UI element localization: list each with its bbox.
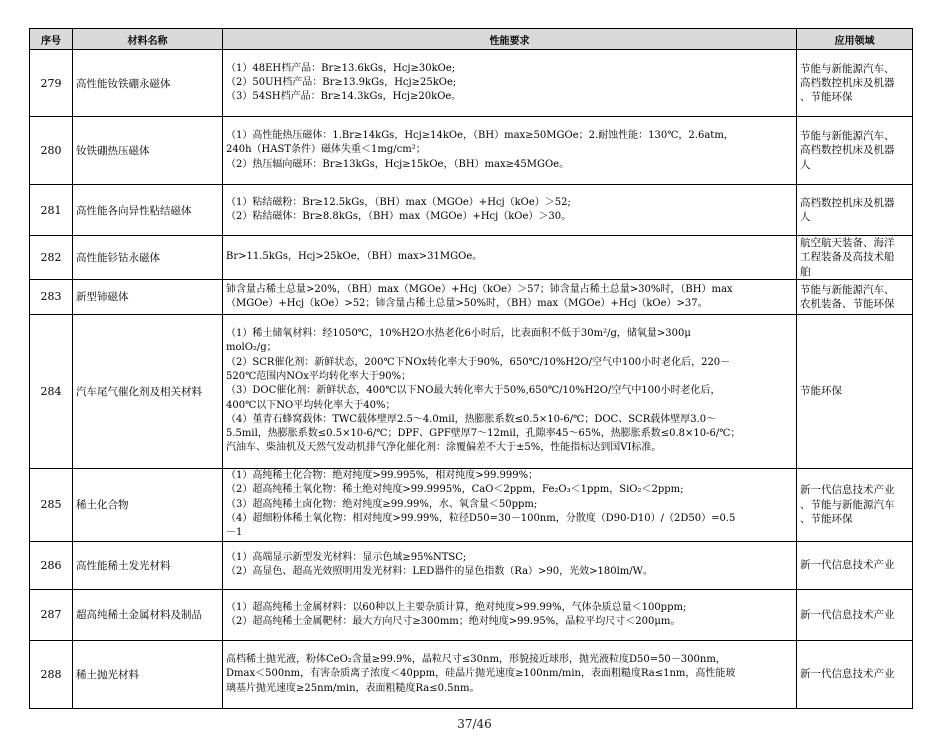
application-field [797,236,913,280]
field-line: 高档数控机床及机器 [800,144,895,157]
requirement-line: 铈含量占稀土总量>20%，（BH）max（MGOe）+Hcj（kOe）＞57；铈含量占稀土总量>30%时，（BH）max [226,283,733,295]
material-name: 稀土化合物 [73,468,223,541]
material-name: 高性能钕铁硼永磁体 [73,50,223,117]
requirement-line: 璃基片抛光速度≥25nm/min，表面粗糙度Ra≤0.5nm。 [226,682,480,694]
application-field [797,468,913,541]
requirement-line: （2）SCR催化剂：新鲜状态，200℃下NOx转化率大于90%，650℃/10%H2O/空气中100小时老化后，220－ [226,356,731,368]
row-number: 281 [30,185,73,236]
requirement-line: 520℃范围内NOx平均转化率大于90%； [226,370,412,382]
requirement-line: （2）粘结磁体：Br≥8.8kGs，（BH）max（MGOe）+Hcj（kOe）＞30。 [226,211,572,222]
requirement-line: （1）稀土储氧材料：经1050℃，10%H2O水热老化6小时后，比表面积不低于30m²/g，储氧量>300μ [226,328,691,340]
requirement-line: molO₂/g； [226,342,277,354]
page-number: 37/46 [457,717,492,731]
field-line: 节能与新能源汽车、 [800,283,895,296]
requirement-line: （4）堇青石蜂窝载体：TWC载体壁厚2.5～4.0mil，热膨胀系数≤0.5×10-6/℃；DOC、SCR载体壁厚3.0～ [226,413,717,425]
materials-spec-table [29,28,913,709]
requirement-line: （3）DOC催化剂：新鲜状态，400℃以下NO最大转化率大于50%,650℃/10%H2O/空气中100小时老化后， [226,385,721,397]
requirement-line: （2）热压辐向磁环：Br≥13kGs，Hcj≥15kOe，（BH）max≥45MGOe。 [226,158,570,170]
material-name: 高性能稀土发光材料 [73,541,223,589]
row-number: 280 [30,117,73,185]
performance-requirements [223,314,797,468]
field-line: 节能与新能源汽车、 [800,130,895,143]
requirement-line: （2）超高纯稀土金属靶材：最大方向尺寸≥300mm；绝对纯度>99.95%，晶粒平均尺寸＜200μm。 [226,615,681,627]
table-row [30,468,913,541]
performance-requirements [223,640,797,708]
field-line: 节能环保 [800,385,842,398]
table-row [30,279,913,314]
requirement-line: （1）超高纯稀土金属材料：以60种以上主要杂质计算，绝对纯度>99.99%，气体杂质总量＜100ppm; [226,601,687,613]
performance-requirements [223,541,797,589]
requirement-line: （1）高端显示新型发光材料：显示色域≥95%NTSC; [226,552,467,564]
table-row [30,541,913,589]
requirement-line: 高档稀土抛光液，粉体CeO₂含量≥99.9%，晶粒尺寸≤30nm，形貌接近球形，抛光液粒度D50=50－300nm， [226,653,726,665]
material-name: 汽车尾气催化剂及相关材料 [73,314,223,468]
material-name: 高性能各向异性粘结磁体 [73,185,223,236]
requirement-line: 240h（HAST条件）磁体失重＜1mg/cm²； [226,144,426,156]
row-number: 283 [30,279,73,314]
requirement-line: （MGOe）+Hcj（kOe）>52；铈含量占稀土总量>50%时，（BH）max（MGOe）+Hcj（kOe）>37。 [226,297,708,309]
field-line: 新一代信息技术产业 [800,668,895,681]
performance-requirements [223,279,797,314]
field-line: 、节能与新能源汽车 [800,498,895,511]
application-field [797,640,913,708]
row-number: 288 [30,640,73,708]
performance-requirements [223,117,797,185]
application-field [797,589,913,640]
row-number: 284 [30,314,73,468]
application-field [797,185,913,236]
table-row [30,50,913,117]
requirement-line: （4）超细粉体稀土氧化物：相对纯度>99.99%，粒径D50=30－100nm，分散度（D90-D10）/（2D50）=0.5 [226,513,736,525]
requirement-line: （1）高性能热压磁体：1.Br≥14kGs，Hcj≥14kOe，（BH）max≥50MGOe；2.耐蚀性能：130℃，2.6atm， [226,130,734,142]
performance-requirements [223,185,797,236]
performance-requirements [223,236,797,280]
field-line: 人 [800,158,811,171]
performance-requirements [223,468,797,541]
requirement-line: （1）高纯稀土化合物：绝对纯度>99.995%，相对纯度>99.999%； [226,470,539,482]
row-number: 279 [30,50,73,117]
table-row [30,589,913,640]
material-name: 新型铈磁体 [73,279,223,314]
field-line: 节能与新能源汽车、 [800,62,895,75]
table-row [30,117,913,185]
field-line: 舶 [800,265,811,278]
row-number: 287 [30,589,73,640]
field-line: 人 [800,211,811,223]
material-name: 超高纯稀土金属材料及制品 [73,589,223,640]
material-name: 钕铁硼热压磁体 [73,117,223,185]
table-row [30,236,913,280]
requirement-line: （1）48EH档产品：Br≥13.6kGs，Hcj≥30kOe; [226,62,456,74]
field-line: 新一代信息技术产业 [800,484,895,497]
field-line: 航空航天装备、海洋 [800,237,895,249]
application-field [797,314,913,468]
material-name: 高性能钐钴永磁体 [73,236,223,280]
application-field [797,50,913,117]
header-num: 序号 [30,29,73,50]
requirement-line: －1 [226,527,243,539]
requirement-line: Dmax＜500nm，有害杂质离子浓度＜40ppm，硅晶片抛光速度≥100nm/min，表面粗糙度Ra≤1nm，高性能玻 [226,668,736,680]
requirement-line: Br>11.5kGs，Hcj>25kOe，（BH）max>31MGOe。 [226,251,483,263]
field-line: 高档数控机床及机器 [800,196,895,209]
performance-requirements [223,589,797,640]
header-name: 材料名称 [73,29,223,50]
requirement-line: （2）高显色、超高光效照明用发光材料：LED器件的显色指数（Ra）>90，光效>180lm/W。 [226,566,653,578]
performance-requirements [223,50,797,117]
requirement-line: （3）超高纯稀土卤化物：绝对纯度≥99.99%，水、氧含量＜50ppm; [226,498,538,510]
field-line: 新一代信息技术产业 [800,559,895,572]
material-name: 稀土抛光材料 [73,640,223,708]
field-line: 高档数控机床及机器 [800,76,895,89]
table-row [30,185,913,236]
requirement-line: （1）粘结磁粉：Br≥12.5kGs，（BH）max（MGOe）+Hcj（kOe）＞52; [226,196,571,208]
requirement-line: 400℃以下NO平均转化率大于40%； [226,399,396,411]
field-line: 工程装备及高技术船 [800,251,895,264]
field-line: 、节能环保 [800,91,853,104]
table-row [30,640,913,708]
requirement-line: （2）超高纯稀土氧化物：稀土绝对纯度>99.9995%，CaO＜2ppm，Fe₂O₃＜1ppm，SiO₂＜2ppm; [226,484,684,496]
field-line: 、节能环保 [800,513,853,526]
field-line: 农机装备、节能环保 [800,297,895,310]
row-number: 282 [30,236,73,280]
application-field [797,541,913,589]
requirement-line: 5.5mil，热膨胀系数≤0.5×10-6/℃；DPF、GPF壁厚7～12mil，孔隙率45～65%，热膨胀系数≤0.8×10-6/℃； [226,428,741,440]
row-number: 286 [30,541,73,589]
application-field [797,279,913,314]
requirement-line: （2）50UH档产品：Br≥13.9kGs，Hcj≥25kOe; [226,76,457,88]
header-field: 应用领域 [797,29,913,50]
application-field [797,117,913,185]
requirement-line: （3）54SH档产品：Br≥14.3kGs，Hcj≥20kOe。 [226,91,462,103]
header-perf: 性能要求 [223,29,797,50]
table-header-row [30,29,913,50]
field-line: 新一代信息技术产业 [800,608,895,621]
row-number: 285 [30,468,73,541]
table-row [30,314,913,468]
requirement-line: 汽油车、柴油机及天然气发动机排气净化催化剂：涂覆偏差不大于±5%，性能指标达到国VI标准。 [226,442,662,454]
